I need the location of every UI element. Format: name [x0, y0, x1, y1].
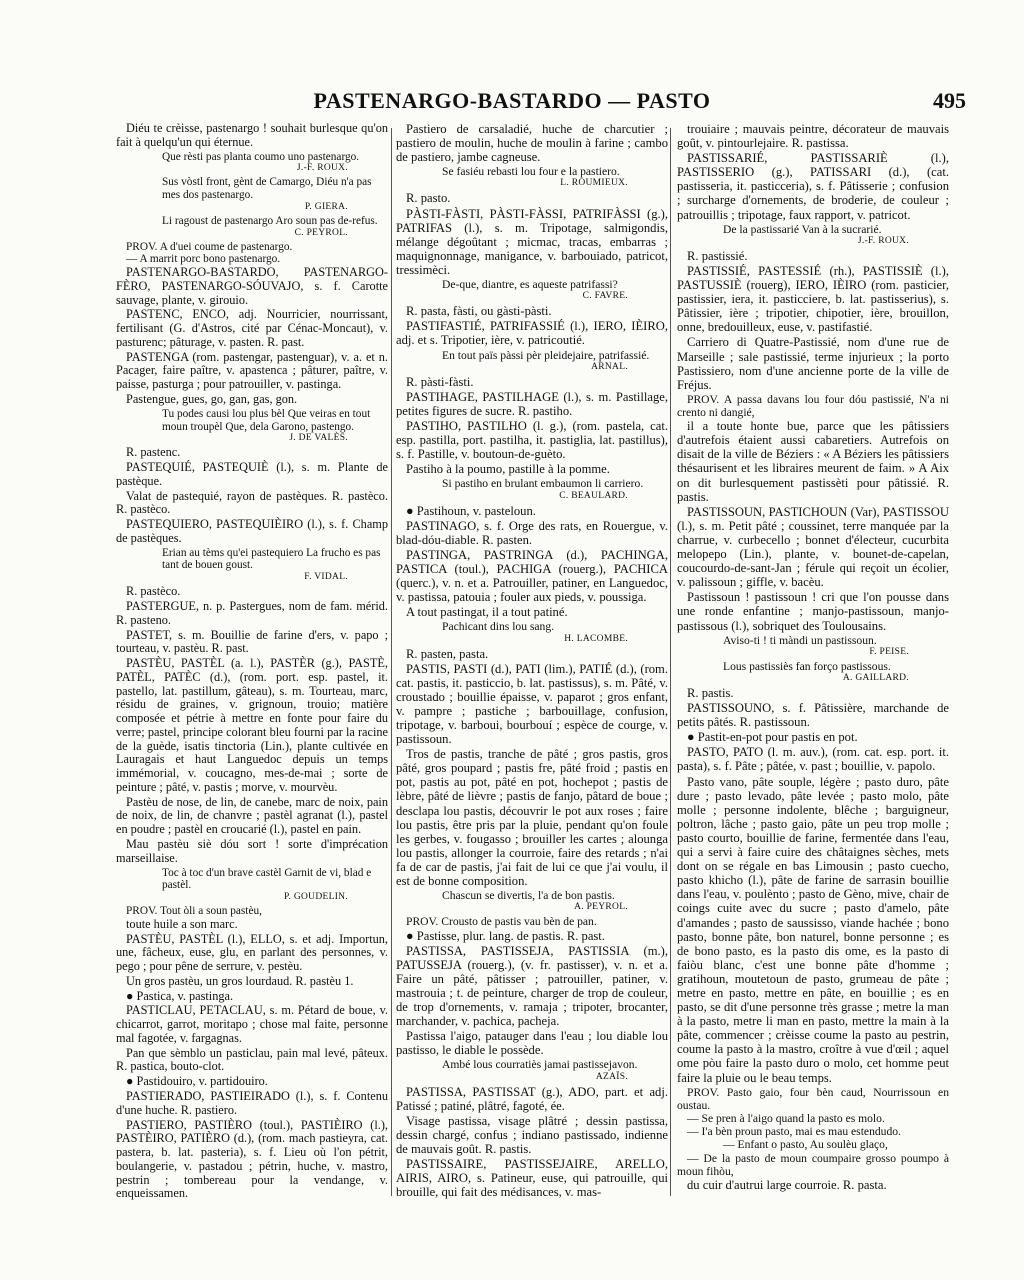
- entry-paragraph: Pan que sèmblo un pasticlau, pain mal levé, pâteux. R. pastica, bouto-clot.: [116, 1045, 388, 1074]
- quotation: Sus vòstl front, gènt de Camargo, Diéu n'a pas mes dos pastenargo.: [162, 176, 372, 202]
- quotation-source: A. GAILLARD.: [842, 673, 909, 684]
- column-3: [677, 122, 949, 1202]
- entry-paragraph: Pastèu de nose, de lin, de canebe, marc de noix, pain de noix, de lin, de chanvre ; pastèl agranat (l.), pastel en poudre ; pastèl en croucarié (l.), pastel en pain.: [116, 794, 388, 837]
- proverb: PROV. Crousto de pastis vau bèn de pan.: [406, 915, 597, 929]
- entry-paragraph: PASTIS, PASTI (d.), PATI (lim.), PATIÉ (d.), (rom. cat. pastis, it. pasticcio, b. lat. pastissus), s. m. Pâté, v. croustado ; bouillie épaisse, v. paparot ; gros enfant, v. pampre ; pastiche ; barbouillage, confusion, tripotage, v. barboui, bourbouí ; espèce de courge, v. pastissoun.: [396, 661, 668, 747]
- quotation: Erian au tèms qu'ei pastequiero La frucho es pas tant de bouen goust.: [162, 546, 381, 572]
- entry-paragraph: PASTENARGO-BASTARDO, PASTENARGO-FÈRO, PASTENARGO-SÓUVAJO, s. f. Carotte sauvage, plante, v. girouio.: [116, 265, 388, 307]
- quotation: Toc à toc d'un brave castèl Garnit de vi, blad e pastèl.: [162, 866, 372, 892]
- quotation: Pachicant dins lou sang.: [442, 620, 555, 634]
- quotation: Que rèsti pas planta coumo uno pastenargo.: [162, 150, 360, 163]
- quotation: Ambé lous courratiès jamai pastissejavon.: [442, 1058, 638, 1072]
- entry-paragraph: R. pasten, pasta.: [406, 646, 489, 661]
- entry-paragraph: trouiaire ; mauvais peintre, décorateur de mauvais goût, v. pintourlejaire. R. pastissa.: [677, 122, 949, 151]
- entry-paragraph: R. pasto.: [406, 191, 451, 206]
- proverb: PROV. A d'uei coume de pastenargo.: [126, 240, 293, 253]
- entry-paragraph: R. pastenc.: [126, 445, 181, 460]
- entry-paragraph: R. pastissié.: [687, 248, 748, 263]
- running-title: PASTENARGO-BASTARDO — PASTO: [313, 88, 711, 113]
- quotation: De-que, diantre, es aqueste patrifassi?: [442, 278, 618, 292]
- entry-paragraph: ● Pastica, v. pastinga.: [126, 988, 234, 1003]
- entry-paragraph: Valat de pastequié, rayon de pastèques. R. pastèco. R. pastèco.: [116, 488, 388, 517]
- quotation-source: F. PEISE.: [869, 646, 909, 657]
- quotation: Lous pastissiès fan forço pastissous.: [723, 659, 891, 673]
- quotation: En tout païs pàssi pèr pleidejaire, patrifassié.: [442, 348, 650, 362]
- quotation-source: ARNAL.: [591, 361, 628, 372]
- quotation: Chascun se divertis, l'a de bon pastis.: [442, 889, 615, 903]
- entry-paragraph: PASTISSAIRE, PASTISSEJAIRE, ARELLO, AIRIS, AIRO, s. Patineur, euse, qui patrouille, qui brouille, qui fait des médisances, v. mas-: [396, 1157, 668, 1200]
- quotation-source: J.-F. ROUX.: [296, 163, 348, 174]
- quotation-source: C. PEYROL.: [294, 227, 348, 238]
- entry-paragraph: Un gros pastèu, un gros lourdaud. R. pastèu 1.: [126, 973, 354, 988]
- proverb: — Se pren à l'aigo quand la pasto es molo.: [687, 1112, 885, 1126]
- entry-paragraph: Pastissa l'aigo, patauger dans l'eau ; lou diable lou pastisso, le diable le possède.: [396, 1029, 668, 1058]
- quotation-source: H. LACOMBE.: [564, 633, 628, 644]
- entry-paragraph: Visage pastissa, visage plâtré ; dessin pastissa, dessin chargé, confus ; indiano pastissado, indienne de mauvais goût. R. pastis.: [396, 1113, 668, 1156]
- entry-paragraph: Pastiero de carsaladié, huche de charcutier ; pastiero de moulin, huche de moulin à farine ; cambo de pastiero, jambe cagneuse.: [396, 122, 668, 165]
- proverb: PROV. Tout òli a soun pastèu,: [126, 905, 262, 918]
- column-1: [116, 122, 388, 1202]
- quotation-source: C. BEAULARD.: [559, 490, 628, 501]
- entry-paragraph: Tros de pastis, tranche de pâté ; gros pastis, gros pâté, gros poupard ; pastis fre, pâté froid ; pastis en pot, pastis au pot, pâté en pot, hochepot ; pastis de lèbre, pâté de lièvre ; pastis de fanjo, pâtard de boue ; desclapa lou pastis, découvrir le pot aux roses ; faire lou pastis, être pris par la pluie, pendant qu'on foule les gerbes, v. fougasso ; brouiller les cartes ; alounga lou pastis, allonger la courroie, faire des retards ; n'ai fa de car de pastis, j'ai fait de lui ce que j'ai voulu, il est de bonne composition.: [396, 747, 668, 889]
- entry-paragraph: PASTET, s. m. Bouillie de farine d'ers, v. papo ; tourteau, v. pastèu. R. past.: [116, 627, 388, 656]
- quotation: Si pastiho en brulant embaumon li carriero.: [442, 477, 644, 491]
- column-2: [396, 122, 668, 1202]
- entry-paragraph: PASTO, PATO (l. m. auv.), (rom. cat. esp. port. it. pasta), s. f. Pâte ; pâtée, v. past ; bouillie, v. papolo.: [677, 745, 949, 774]
- quotation: De la pastissarié Van à la sucrarié.: [723, 222, 882, 236]
- entry-paragraph: PASTEQUIÉ, PASTEQUIÈ (l.), s. m. Plante de pastèque.: [116, 460, 388, 488]
- entry-paragraph: PASTISSA, PASTISSEJA, PASTISSIA (m.), PATUSSEJA (rouerg.), (v. fr. pastisser), v. n. et a. Faire un pâté, pâtisser ; patrouiller, patiner, v. mastrouia ; t. de peinture, charger de trop de couleur, de trop d'ornements, v. ramaja ; tripoter, brocanter, marchander, v. pachica, pacheja.: [396, 943, 668, 1029]
- entry-paragraph: PASTIHO, PASTILHO (l. g.), (rom. pastela, cat. esp. pastilla, port. pastilha, it. pastiglia, lat. pastillus), s. f. Pastille, v. boutoun-de-guèto.: [396, 419, 668, 462]
- quotation-source: L. ROUMIEUX.: [560, 178, 628, 189]
- quotation: Li ragoust de pastenargo Aro soun pas de-refus.: [162, 214, 378, 227]
- quotation: Se fasiéu rebasti lou four e la pastiero.: [442, 165, 620, 179]
- entry-paragraph: PASTEQUIERO, PASTEQUIÈIRO (l.), s. f. Champ de pastèques.: [116, 517, 388, 545]
- proverb: PROV. A passa davans lou four dóu pastissié, N'a ni crento ni dangié,: [677, 392, 949, 419]
- entry-paragraph: PASTENGA (rom. pastengar, pastenguar), v. a. et n. Pacager, faire paître, v. apastenca ; pâturer, paître, v. paisse, pasturga ; pour patrouiller, v. pastinga.: [116, 349, 388, 392]
- entry-paragraph: PASTICLAU, PETACLAU, s. m. Pétard de boue, v. chicarrot, garrot, moritapo ; chose mal faite, personne mal fagotée, v. fargagnas.: [116, 1003, 388, 1045]
- entry-paragraph: PASTISSARIÉ, PASTISSARIÈ (l.), PASTISSERIO (g.), PATISSARI (d.), (cat. pastisseria, it. pasticceria), s. f. Pâtisserie ; confusion ; surcharge d'ornements, de broderie, de couleur ; patrouillis ; tripotage, faux rapport, v. patricot.: [677, 151, 949, 222]
- page-header: [0, 88, 1024, 124]
- entry-paragraph: PASTIFASTIÉ, PATRIFASSIÉ (l.), IERO, IÈIRO, adj. et s. Tripotier, ière, v. patricoutié.: [396, 319, 668, 348]
- column-divider-2: [670, 128, 671, 1196]
- entry-paragraph: PASTERGUE, n. p. Pastergues, nom de fam. mérid. R. pasteno.: [116, 598, 388, 627]
- quotation: — Enfant o pasto, Au soulèu glaço,: [723, 1138, 888, 1152]
- entry-paragraph: Carriero di Quatre-Pastissié, nom d'une rue de Marseille ; sale pastissié, terme injurieux ; la porto Pastissiero, nom d'une ancienne porte de la ville de Fréjus.: [677, 335, 949, 392]
- proverb: PROV. Pasto gaio, four bèn caud, Nourrissoun en oustau.: [677, 1085, 949, 1112]
- page-number: 495: [933, 88, 966, 113]
- quotation-source: J. DE VALÈS.: [289, 433, 348, 444]
- quotation-source: J.-F. ROUX.: [857, 235, 909, 246]
- entry-paragraph: du cuir d'autrui large courroie. R. pasta.: [687, 1178, 887, 1193]
- entry-paragraph: PASTISSA, PASTISSAT (g.), ADO, part. et adj. Patissé ; patiné, plâtré, fagoté, ée.: [396, 1084, 668, 1113]
- entry-paragraph: ● Pastisse, plur. lang. de pastis. R. past.: [406, 928, 605, 943]
- entry-paragraph: Pastiho à la poumo, pastille à la pomme.: [406, 462, 610, 477]
- column-divider-1: [391, 128, 392, 1196]
- entry-paragraph: il a toute honte bue, parce que les pâtissiers d'autrefois étaient aussi cabaretiers. Autrefois on disait de la ville de Béziers : « A Béziers les pâtissiers thésaurisent et les libraires meurent de faim. » A Aix on dit burlesquement pastissèti pour pâtissié. R. pastis.: [677, 419, 949, 504]
- proverb: — A marrit porc bono pastenargo.: [126, 253, 281, 266]
- entry-paragraph: PASTISSOUNO, s. f. Pâtissière, marchande de petits pâtés. R. pastissoun.: [677, 701, 949, 730]
- entry-paragraph: Pasto vano, pâte souple, légère ; pasto duro, pâte dure ; pasto levado, pâte levée ; pasto molo, pâte molle ; personne indolente, blêche ; barguigneur, poltron, lâche ; pasto gaio, pâte un peu trop molle ; pasto courto, bouillie de farine, fermentée dans l'eau, qui a servi à faire cuire des châtaignes sèches, mets dont on se régale en bas Limousin ; pasto cuecho, pasto khicho (l.), pâte de farine de sarrasin bouillie dans l'eau, v. poulènto ; pasto de Gèno, mive, chair de coings cuite avec du sucre ; pasto d'amelo, pâte d'amandes ; pasto de saussisso, viande hachée ; bono pasto, bonne pâte, bon naturel, bonne personne ; es de bono pasto, es la pasto dis ome, es la pasto di faiòu blanc, c'est une bonne pâte d'homme ; gratihoun, moutetoun de pasto, grumeau de pâte ; metre en pasto, mettre en pâte, en bouillie ; es en pasto, se dit d'une personne très grasse ; metre la man à la pasto, metre li man en pasto, mettre la main à la pâte, commencer ; crèisse coume la pasto au pestrin, coume la pasto à la mastro, croître à vue d'œil ; aquel ome pòu faire la pasto duro o molo, cet homme peut faire la pluie ou le beau temps.: [677, 774, 949, 1085]
- entry-paragraph: PASTISSOUN, PASTICHOUN (Var), PASTISSOU (l.), s. m. Petit pâté ; coussinet, terre manquée par la charrue, v. curbecello ; bonnet d'électeur, cucurbita melopepo (Lin.), plante, v. bounet-de-capelan, coucourdo-de-sant-Jan ; férule qui reçoit un écolier, v. palissoun ; giffle, v. bacèu.: [677, 504, 949, 590]
- entry-paragraph: PASTIERADO, PASTIEIRADO (l.), s. f. Contenu d'une huche. R. pastiero.: [116, 1089, 388, 1117]
- quotation-source: P. GOUDELIN.: [283, 892, 348, 903]
- entry-paragraph: R. pastis.: [687, 686, 734, 701]
- quotation-source: A. PEYROL.: [574, 902, 628, 913]
- entry-paragraph: PASTISSIÉ, PASTESSIÉ (rh.), PASTISSIÈ (l.), PASTUSSIÈ (rouerg), IERO, IÈIRO (rom. pasticier, pastissier, iera, it. pasticciere, b. lat. pastisserius), s. Pâtissier, ière ; tripotier, chipotier, ière, brouillon, onne, bredouilleux, euse, v. pastifastié.: [677, 263, 949, 335]
- entry-paragraph: ● Pastidouiro, v. partidouiro.: [126, 1074, 268, 1089]
- entry-paragraph: PASTIERO, PASTIÈRO (toul.), PASTIÈIRO (l.), PASTÈIRO, PATIÈRO (d.), (rom. mach pastieyra, cat. pastera, b. lat. pasteria), s. f. Lieu où l'on pétrit, boulangerie, v. pastadou ; pétrin, huche, v. mastro, pestrin ; tombereau pour la vendange, v. enqueissamen.: [116, 1117, 388, 1201]
- entry-paragraph: PASTÈU, PASTÈL (l.), ELLO, s. et adj. Importun, une, fâcheux, euse, glu, en parlant des personnes, v. pego ; pour pêne de serrure, v. pestèu.: [116, 931, 388, 974]
- entry-paragraph: A tout pastingat, il a tout patiné.: [406, 605, 568, 620]
- entry-paragraph: Diéu te crèisse, pastenargo ! souhait burlesque qu'on fait à quelqu'un qui éternue.: [116, 122, 388, 149]
- entry-paragraph: R. pastèco.: [126, 584, 181, 599]
- entry-paragraph: R. pasta, fàsti, ou gàsti-pàsti.: [406, 304, 552, 319]
- entry-paragraph: PASTINAGO, s. f. Orge des rats, en Rouergue, v. blad-dóu-diable. R. pasten.: [396, 518, 668, 547]
- quotation-source: P. GIERA.: [304, 201, 348, 212]
- entry-paragraph: PASTINGA, PASTRINGA (d.), PACHINGA, PASTICA (toul.), PACHIGA (rouerg.), PACHICA (querc.), v. n. et a. Patrouiller, patiner, en Languedoc, v. pastissa, patouia ; fouler aux pieds, v. poussiga.: [396, 547, 668, 605]
- entry-paragraph: ● Pastihoun, v. pasteloun.: [406, 503, 536, 518]
- quotation-source: F. VIDAL.: [304, 572, 348, 583]
- entry-paragraph: PÀSTI-FÀSTI, PÀSTI-FÀSSI, PATRIFÀSSI (g.), PATRIFAS (l.), s. m. Tripotage, salmigondis, mélange dégoûtant ; micmac, tracas, embarras ; maquignonnage, manigance, v. barbouiado, patricot, tressimèci.: [396, 206, 668, 277]
- quotation: Tu podes causi lou plus bèl Que veiras en tout moun troupèl Que, dela Garono, pastengo.: [162, 407, 371, 433]
- entry-paragraph: Pastissoun ! pastissoun ! cri que l'on pousse dans une ronde enfantine ; manjo-pastissoun, manjo-pastissous (l.), sobriquet des Toulousains.: [677, 590, 949, 633]
- quotation-source: C. FAVRE.: [582, 291, 628, 302]
- entry-paragraph: ● Pastit-en-pot pour pastis en pot.: [687, 730, 858, 745]
- entry-paragraph: PASTENC, ENCO, adj. Nourricier, nourrissant, fertilisant (G. d'Astros, cité par Cénac-Moncaut), v. pasturenc; pâturage, v. pasten. R. past.: [116, 307, 388, 349]
- quotation-source: AZAÏS.: [595, 1071, 628, 1082]
- entry-paragraph: Mau pastèu siè dóu sort ! sorte d'imprécation marseillaise.: [116, 836, 388, 865]
- quotation: Aviso-ti ! ti màndi un pastissoun.: [723, 633, 877, 647]
- entry-paragraph: Pastengue, gues, go, gan, gas, gon.: [126, 392, 298, 407]
- entry-paragraph: toute huile a son marc.: [126, 916, 238, 931]
- entry-paragraph: PASTIHAGE, PASTILHAGE (l.), s. m. Pastillage, petites figures de sucre. R. pastiho.: [396, 389, 668, 418]
- proverb: — De la pasto de moun coumpaire grosso poumpo à moun fihòu,: [677, 1151, 949, 1178]
- entry-paragraph: PASTÈU, PASTÈL (a. l.), PASTÈR (g.), PASTÈ, PATÈL, PATÈC (d.), (rom. port. esp. pastel, it. pastello, lat. pastillum, gâteau), s. m. Tourteau, marc, résidu de graines, v. grignoun, trouio; matière composée et pétrie à mettre en fonte pour faire du verre; pastel, principe colorant bleu fourni par la racine de la guède, isatis tinctoria (Lin.), plante cultivée en Lauragais et haut Languedoc depuis un temps immémorial, v. coucagno, mes-de-mai ; sorte de peinture ; pâté, v. pastis ; morve, v. mourvèu.: [116, 656, 388, 794]
- proverb: — I'a bèn proun pasto, mai es mau estendudo.: [687, 1125, 901, 1139]
- entry-paragraph: R. pàsti-fàsti.: [406, 374, 474, 389]
